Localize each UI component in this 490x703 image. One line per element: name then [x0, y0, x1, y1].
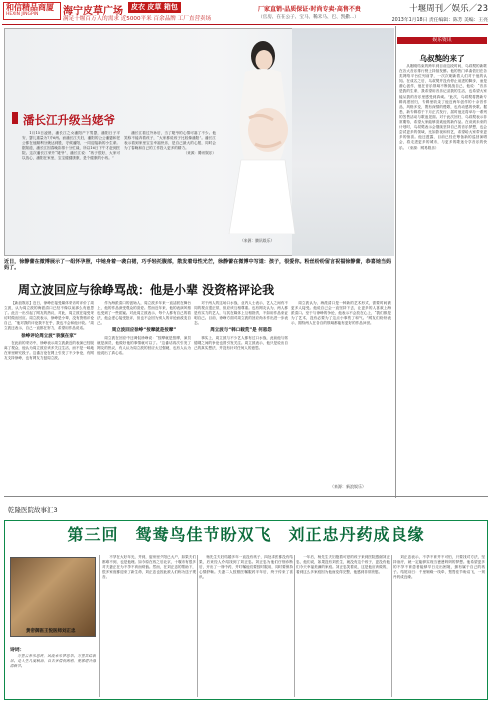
- logo-main-text: 和信精品商厦: [6, 3, 54, 12]
- poem-paragraph: 万里云养乐思将，风流来乐梦思华。万里共结新居。是人生几度秋凉，自古多情伤离别，更那堪冷落清秋节。: [10, 654, 96, 669]
- news-headline: 周立波回应与徐峥骂战：他是小辈 没资格评论我: [18, 283, 275, 297]
- ad-badge: 皮衣 皮草 箱包: [128, 2, 181, 13]
- feature-credit: （来源：腾讯娱乐）: [183, 151, 216, 156]
- logo-sub-text: HEXIN JINGPIN: [6, 12, 39, 17]
- doctor-book-photo: [10, 557, 96, 637]
- ad-right-line: 厂家直销·品质保证·时尚专卖·高售不贵: [258, 6, 361, 13]
- news-subheading: 周立波回应徐峥“按摩就是按摩”: [111, 328, 177, 334]
- title-marker-icon: [12, 112, 18, 124]
- section-divider: [4, 496, 488, 497]
- story-column-1: [102, 555, 196, 697]
- news-column-4: [291, 301, 391, 492]
- column-divider: [294, 555, 295, 697]
- right-article-body: [399, 64, 487, 394]
- poem-heading: 诗词：: [10, 648, 25, 653]
- news-subheading: 周立波与“韩口载荒”是 何恩怨: [210, 328, 272, 334]
- news-paragraph: 对于两人的这场口水战，业内人士表示，艺人之间有不同的观点很正常，但应该互相尊重。也有网友认为，两人都是有实力的艺人，与其在媒体上互相指责，不如用作品来证明自己。目前，徐峥方面对周立波的回应尚未作出进一步表态。: [194, 301, 288, 326]
- photo-backdrop: [292, 28, 394, 256]
- section-header: 娱乐资讯: [397, 37, 487, 44]
- photo-caption: 近日，徐静蕾在微博展示了一组怀孕照，中她身着一袭白裙，巧手轻托腹部，散发着母性光芒，徐静蕾在微博中写道：孩子，很爱你。粉丝纷纷留言祝福徐静蕾，恭喜她当妈妈了。: [4, 259, 392, 272]
- feature-title: 潘长江升级当姥爷: [23, 113, 115, 127]
- top-rule: [2, 24, 488, 25]
- ad-headline[interactable]: 海宁皮草广场: [63, 6, 123, 17]
- story-column-2: [199, 555, 293, 697]
- news-paragraph: 【新浪娱乐】近日，徐峥在接受媒体采访时评价了周立波，认为周立波的海派清口已经不像以前那么有意思了。此言一出引起了网友的热议，对此，周立波在接受采访时做出回应。周立波表示，徐峥是小辈，没有资格评论自己，“他对我的评论我不在乎，我也不会和他计较。”周立波还表示，自己一直都在努力，希望用作品说话。: [4, 301, 94, 331]
- feature-paragraph: 潘长江看过外孙后，当了姥爷的心情可嘉了不少。他笑称不能奔着孩子，“大家都说孩子比较像潘阳”。潘长江表示看到家里宝宝幸福快乐，是自己最大的心愿，同时会为了春晚和自己的工作投入更多的精力。: [124, 131, 216, 151]
- right-article-title: 乌叔獒的来了: [419, 54, 465, 63]
- news-column-3: [194, 301, 288, 492]
- column-divider: [197, 555, 198, 697]
- story-paragraph: 刘正忠表示，不孕不育并不可怕，只要找对方法，坚持治疗，就一定能够实现当爸爸妈妈的梦想。他希望更多的不孕不育患者能够早日走出困境，拥有属于自己的孩子。结尾诗曰：千里姻缘一线牵，鸳鸯佳节盼双飞，一剂丹药成良缘。: [393, 555, 485, 580]
- column-divider: [391, 555, 392, 697]
- poem-text: [10, 654, 96, 698]
- right-paragraph: 从刚刚结束的跨年到目前这段时间，乌叔獒的新歌在各大音乐排行榜上持续发酵。他的热门单曲依旧在各类网络平台位列前茅，一次次刷新着人们对于他的认知。在成名之后，乌叔獒并没有停止前进的脚步，而是潜心创作，他在音乐领域不断挑战自己，他说：“音乐是我的生命，我希望用音乐记录我的生活，也希望大家能从我的音乐里感受到真诚。”此次，乌叔獒将携新专辑再度回归，专辑里收录了他近两年创作的十余首作品，风格多变，既有深情的慢歌，也有动感的快歌。据悉，新专辑将于下月正式发行，届时他还将举办一系列的签售活动与歌迷见面。对于此次回归，乌叔獒表示非常期待，希望大家能够喜欢他的新作品。在谈到未来的计划时，乌叔獒表示会继续坚持自己的音乐梦想，也会尝试更多的领域，比如影视和综艺，希望给大家带来更多的惊喜。他还透露，目前已经在筹备新的巡回演唱会，将走进更多的城市，与更多的歌迷分享音乐的快乐。（来源：网易娱乐）: [399, 64, 487, 150]
- news-paragraph: 作为海派清口的创始人，周立波多年来一直活跃在舞台上，他的作品深受观众的喜爱。然而近年来，他的表演风格也受到了一些质疑。对此周立波表示，每个人都有自己的看法，他会虚心接受批评，但也不会因为别人的评论而改变自己。: [97, 301, 191, 326]
- masthead-title: 十堰周刊／娱乐／23: [409, 4, 488, 14]
- feature-paragraph: 1月15日凌晨，潘长江之女潘阳产下男婴，潘阳日子平安，婴儿重量为7斤6两。而潘长江夫妇，潘阳的公公潘婆和老公都在他顺利分娩达到胜，守候潘阳，一同迎接新的小生命。据知道，潘长江因春晚彩排十分忙碌，所以16日下午才赶到医院。这次潘长江荣升“姥爷”，潘长江说：“孩子很好，大家可以放心，潘阳在家里，宝宝健健康康，是个健康的小孩。”: [22, 131, 120, 161]
- story-paragraph: 一年后，杨先生夫妇抱着可爱的孩子来到医院感谢刘正忠，他们说，如果没有刘医生，就没有这个孩子，更没有他们今天幸福美满的家庭。刘正忠笑着说，这是他应该做的，看到这么多家庭因为他而变得完整，他感到非常欣慰。: [296, 555, 390, 575]
- story-column-3: [296, 555, 390, 697]
- column-divider: [395, 26, 396, 498]
- masthead-date: 2013年1月18日 责任编辑：陈芳 美编：王亮: [391, 18, 488, 23]
- story-paragraph: 杨先生夫妇结婚多年一直没有孩子，四处求医都没有结果，后来经人介绍找到了刘正忠。刘正忠为他们仔细诊断后，开出了一剂中药，并叮嘱他们要按时服用，同时要保持心情舒畅。夫妻二人按照医嘱服药半年后，终于传来了喜讯。: [199, 555, 293, 580]
- news-paragraph: 周立波在回应中还调侃徐峥说：“按摩就是按摩，演员就是演员，他做好他的事情就可以了。”这番话再次引发了网友的热议，有人认为周立波的回应太过强硬，也有人认为他说出了真心话。: [97, 335, 191, 355]
- ad-subline: 满足十堰百万人的需求 近5000平米 百余品牌 工厂直营卖场: [63, 16, 212, 22]
- photo-credit: （来源：腾讯娱乐）: [240, 238, 275, 243]
- advertiser-logo[interactable]: [3, 2, 61, 20]
- story-column-4: [393, 555, 485, 697]
- news-column-2: [97, 301, 191, 492]
- pregnant-woman-photo: [215, 34, 305, 234]
- story-title: 第三回 鸳鸯鸟佳节盼双飞 刘正忠丹药成良缘: [67, 525, 425, 544]
- feature-body-left: [22, 131, 120, 235]
- news-paragraph: 事实上，周立波与不少艺人都有过口水战，此前他与郭德纲之间的争论也曾引发关注。周立波表示，他只是说出自己的真实想法，并没有针对任何人的意思。: [194, 335, 288, 350]
- feature-body-right: [124, 131, 216, 235]
- column-divider: [99, 555, 100, 697]
- news-paragraph: 周立波认为，海派清口是一种新的艺术形式，需要时间被更多人接受。他说自己会一直坚持下去，让更多的人喜欢上海派清口。至于与徐峥的争论，他表示不会放在心上，“我们都是为了艺术，没有必要为了这点小事伤了和气。”网友们纷纷表示，期待两人在各自的领域都能有更好的作品问世。: [291, 301, 391, 326]
- news-paragraph: 在此前的采访中，徐峥表示周立波最近的表演已经脱离了观众，他认为周立波应该多关注生活，而不是一味地在家里研究段子。这番言论在网上引发了不少争论，有网友支持徐峥，也有网友力挺周立波。: [4, 340, 94, 360]
- story-series-label: 乾隆医院故事汇3: [8, 506, 58, 514]
- news-credit: （来源：新浪娱乐）: [330, 484, 366, 489]
- ad-right-small: （官房、在在公子、宝马、稀禾马、巴、凯撒...）: [258, 15, 359, 20]
- story-paragraph: 不孕在大好年光，并到，厨房里夕阳已大户，如果夫们都难不到，也是他理。如今原在孩之后北京，十堰市有很多对夫妻正在为不孕不育而烦恼。然而，在刘正忠的帮助下，很多家庭都迎来了新生命，刘正忠也因此被人们称为送子观音。: [102, 555, 196, 580]
- book-caption: 黄帝御医王悦医师刘正忠: [26, 629, 76, 634]
- news-subheading: 徐峥评论周立波“表演在家”: [21, 333, 77, 339]
- news-column-1: [4, 301, 94, 492]
